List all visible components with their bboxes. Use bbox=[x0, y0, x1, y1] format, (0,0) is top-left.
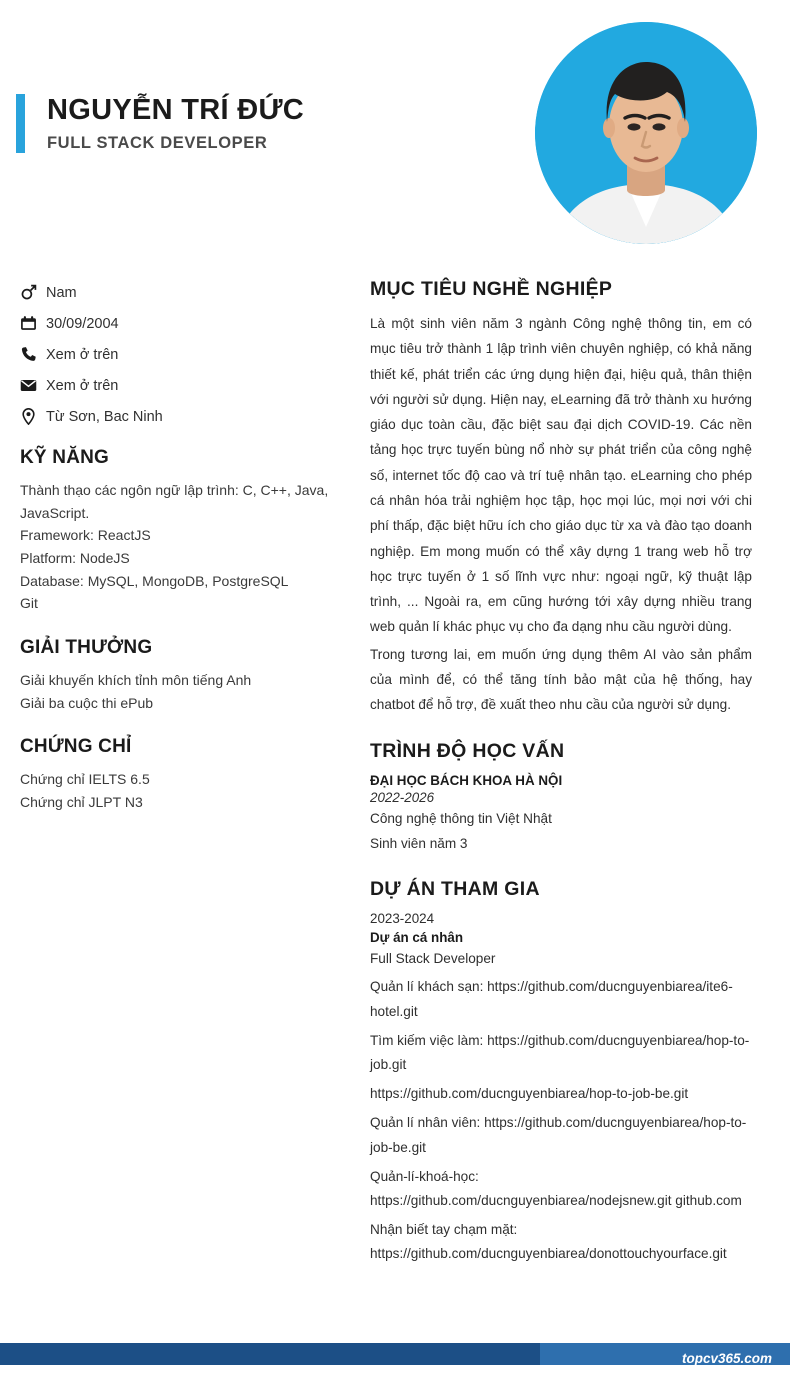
resume-header bbox=[0, 0, 790, 258]
contact-item-location bbox=[20, 408, 332, 425]
project-role: Full Stack Developer bbox=[370, 950, 496, 966]
certificate-line: Chứng chỉ JLPT N3 bbox=[20, 794, 143, 811]
section-heading-education: TRÌNH ĐỘ HỌC VẤN bbox=[370, 739, 565, 762]
name-text bbox=[47, 94, 304, 153]
award-line: Giải ba cuộc thi ePub bbox=[20, 694, 154, 711]
right-column bbox=[352, 258, 790, 1266]
resume-body bbox=[0, 258, 790, 1266]
education-school: ĐẠI HỌC BÁCH KHOA HÀ NỘI bbox=[370, 772, 563, 788]
avatar bbox=[535, 22, 757, 244]
footer-bottom-strip bbox=[0, 1365, 790, 1373]
education-major: Công nghệ thông tin Việt Nhật bbox=[370, 810, 552, 826]
left-column bbox=[0, 258, 352, 1266]
contact-value: Từ Sơn, Bac Ninh bbox=[46, 408, 163, 425]
portrait-illustration bbox=[535, 22, 757, 244]
objective-paragraph: Là một sinh viên năm 3 ngành Công nghệ thông tin, em có mục tiêu trở thành 1 lập trình viên chuyên nghiệp, có khả năng thiết kế, phát triển các ứng dụng hiện đại, hiệu quả, thân thiện với người sử dụng. Hiện nay, eLearning đã trở thành xu hướng giáo dục toàn cầu, đặc biệt sau đại dịch COVID-19. Các nền tảng học trực tuyến bùng nổ nhờ sự phát triển của công nghệ số, internet tốc độ cao và trí tuệ nhân tạo. eLearning cho phép cá nhân hóa trải nghiệm học tập, học mọi lúc, mọi nơi với chi phí thấp, đặc biệt hữu ích cho giáo dục từ xa và đào tạo doanh nghiệp. Em mong muốn có thể xây dựng 1 trang web hỗ trợ học trực tuyến ở 1 số lĩnh vực như: ngoại ngữ, kỹ thuật lập trình, ... Ngoài ra, em cũng hướng tới xây dựng nhiều trang web quản lí khác phục vụ cho đa dạng nhu cầu người dùng. bbox=[370, 316, 752, 635]
skills-line: Database: MySQL, MongoDB, PostgreSQL bbox=[20, 572, 289, 589]
contact-item-birthday bbox=[20, 315, 332, 332]
contact-value: Nam bbox=[46, 284, 77, 301]
project-line: Quản lí nhân viên: https://github.com/ducnguyenbiarea/hop-to-job-be.git bbox=[370, 1115, 747, 1155]
footer-brand: topcv365.com bbox=[681, 1350, 772, 1366]
contact-list bbox=[20, 284, 332, 425]
project-line: https://github.com/ducnguyenbiarea/hop-to-job-be.git bbox=[370, 1086, 689, 1102]
project-title: Dự án cá nhân bbox=[370, 929, 464, 945]
skills-line: Framework: ReactJS bbox=[20, 527, 151, 544]
contact-item-phone bbox=[20, 346, 332, 363]
project-line: Nhận biết tay chạm mặt: https://github.com/ducnguyenbiarea/donottouchyourface.git bbox=[370, 1222, 727, 1262]
skills-line: Git bbox=[20, 595, 38, 612]
gender-icon bbox=[20, 284, 46, 301]
name-block bbox=[16, 94, 304, 153]
calendar-icon bbox=[20, 315, 46, 332]
accent-bar bbox=[16, 94, 25, 153]
phone-icon bbox=[20, 346, 46, 363]
project-line: Quản-lí-khoá-học: https://github.com/ducnguyenbiarea/nodejsnew.git github.com bbox=[370, 1168, 742, 1208]
skills-line: Platform: NodeJS bbox=[20, 550, 130, 567]
certificate-line: Chứng chỉ IELTS 6.5 bbox=[20, 771, 150, 788]
job-title: FULL STACK DEVELOPER bbox=[47, 134, 268, 153]
objective-paragraph: Trong tương lai, em muốn ứng dụng thêm AI vào sản phẩm của mình để, có thể tăng tính bảo mật của hệ thống, hay chatbot để hỗ trợ, đề xuất theo nhu cầu của người sử dụng. bbox=[370, 646, 752, 713]
section-heading-objective: MỤC TIÊU NGHỀ NGHIỆP bbox=[370, 278, 613, 300]
contact-item-gender bbox=[20, 284, 332, 301]
contact-item-email bbox=[20, 377, 332, 394]
contact-value: Xem ở trên bbox=[46, 346, 119, 363]
project-line: Quản lí khách sạn: https://github.com/ducnguyenbiarea/ite6-hotel.git bbox=[370, 979, 733, 1019]
contact-value: 30/09/2004 bbox=[46, 315, 119, 332]
location-icon bbox=[20, 408, 46, 425]
section-heading-skills: KỸ NĂNG bbox=[20, 447, 110, 468]
project-line: Tìm kiếm việc làm: https://github.com/ducnguyenbiarea/hop-to-job.git bbox=[370, 1032, 750, 1072]
section-heading-projects: DỰ ÁN THAM GIA bbox=[370, 877, 540, 900]
section-heading-awards: GIẢI THƯỞNG bbox=[20, 637, 153, 659]
education-status: Sinh viên năm 3 bbox=[370, 836, 468, 852]
page-title: NGUYỄN TRÍ ĐỨC bbox=[47, 94, 305, 126]
education-period: 2022-2026 bbox=[370, 789, 435, 805]
email-icon bbox=[20, 377, 46, 394]
section-heading-certificates: CHỨNG CHỈ bbox=[20, 736, 132, 758]
contact-value: Xem ở trên bbox=[46, 377, 119, 394]
skills-line: Thành thạo các ngôn ngữ lập trình: C, C++, Java, JavaScript. bbox=[20, 482, 329, 521]
project-period: 2023-2024 bbox=[370, 910, 435, 926]
award-line: Giải khuyến khích tỉnh môn tiếng Anh bbox=[20, 672, 252, 689]
